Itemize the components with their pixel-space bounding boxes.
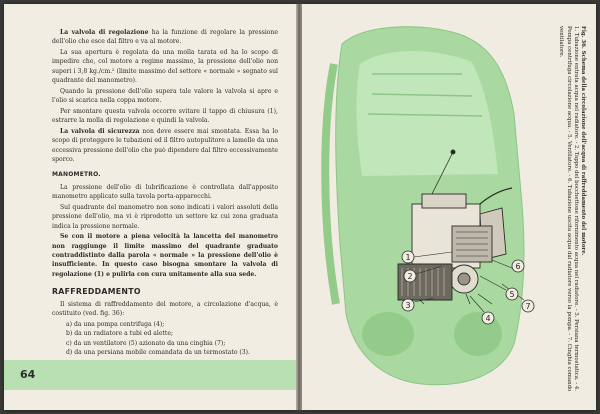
svg-text:5: 5: [509, 290, 515, 299]
cooling-list: [52, 320, 278, 358]
page-number: 64: [20, 368, 36, 381]
list-item: b) da un radiatore a tubi ed alette;: [66, 330, 173, 338]
green-footer-band: [4, 360, 296, 390]
list-item: d) da una persiana mobile comandata da un termostato (3).: [66, 348, 250, 356]
caption-title: Fig. 36. Schema della circolazione dell'acqua di raffreddamento del motore.: [580, 26, 586, 256]
svg-text:4: 4: [485, 314, 491, 323]
heading-raffreddamento: RAFFREDDAMENTO: [52, 287, 141, 297]
right-page: [302, 4, 596, 410]
callout-6: [512, 260, 524, 272]
para-pressione: Quando la pressione dell'olio supera tale valore la valvola si apre e l'olio si scarica nella coppa motore.: [52, 87, 278, 105]
para-manometro-1: La pressione dell'olio di lubrificazione è controllata dall'apposito manometro applicato sulla tavola porta-apparecchi.: [52, 183, 278, 201]
callout-4: [482, 312, 494, 324]
heading-manometro: MANOMETRO.: [52, 171, 101, 179]
para-apertura: La sua apertura è regolata da una molla tarata ed ha lo scopo di impedire che, col motore a regime massimo, la pressione dell'olio non superi i 3,8 kg./cm.² (limite massimo del settore « normale » segnato sul quadrante del manometro).: [52, 49, 278, 85]
svg-text:2: 2: [407, 272, 413, 281]
callout-5: [506, 288, 518, 300]
callout-3: [402, 299, 414, 311]
caption-legend: 1. Tubazione entrata acqua nel radiatore. - 2. Tappo del bocchettone rifornimento acqua nel radiatore. - 3. Persiana termostatica. - 4. Pompa centrifuga circolazione acqua. - 5. Ventilatore. - 6. Tubazione uscita acqua dal radiatore verso la pompa. - 7. Cinghia comando ventilatore.: [558, 26, 579, 392]
para-valvola-sicurezza: La valvola di sicurezza non deve essere mai smontata. Essa ha lo scopo di proteggere le tubazioni ed il filtro autopulitore a lamelle da una eccessiva pressione dell'olio che può dipendere dal filtro eccessivamente sporco.: [52, 127, 278, 164]
para-valvola-regolazione: La valvola di regolazione ha la funzione di regolare la pressione dell'olio che esce dal filtro e va al motore.: [52, 29, 279, 46]
svg-text:7: 7: [525, 302, 531, 311]
svg-text:6: 6: [515, 262, 521, 271]
list-item: c) da un ventilatore (5) azionato da una cinghia (7);: [66, 339, 226, 347]
left-text-block: [52, 28, 278, 357]
para-warning: Se con il motore a piena velocità la lancetta del manometro non raggiunge il limite massimo del quadrante graduato contraddistinto dalla parola « normale » la pressione dell'olio è insufficiente. In questo caso bisogna smontare la valvola di regolazione (1) e pulirla con cura unitamente alla sua sede.: [52, 233, 278, 278]
callout-2: [404, 270, 416, 282]
para-smontare: Per smontare questa valvola occorre svitare il tappo di chiusura (1), estrarre la molla di regolazione e quindi la valvola.: [52, 107, 278, 125]
svg-text:3: 3: [405, 301, 411, 310]
callout-1: [402, 251, 414, 263]
callout-7: [522, 300, 534, 312]
para-manometro-2: Sul quadrante del manometro non sono indicati i valori assoluti della pressione dell'olio, ma vi è riprodotto un settore kz cui zona graduata indica la pressione normale.: [52, 203, 278, 230]
svg-text:1: 1: [405, 253, 411, 262]
para-raffreddamento-intro: Il sistema di raffreddamento del motore, a circolazione d'acqua, è costituito (ved. fig. 36):: [52, 300, 278, 318]
figure-caption: [542, 26, 586, 396]
left-page: [4, 4, 296, 410]
list-item: a) da una pompa centrifuga (4);: [66, 320, 165, 328]
